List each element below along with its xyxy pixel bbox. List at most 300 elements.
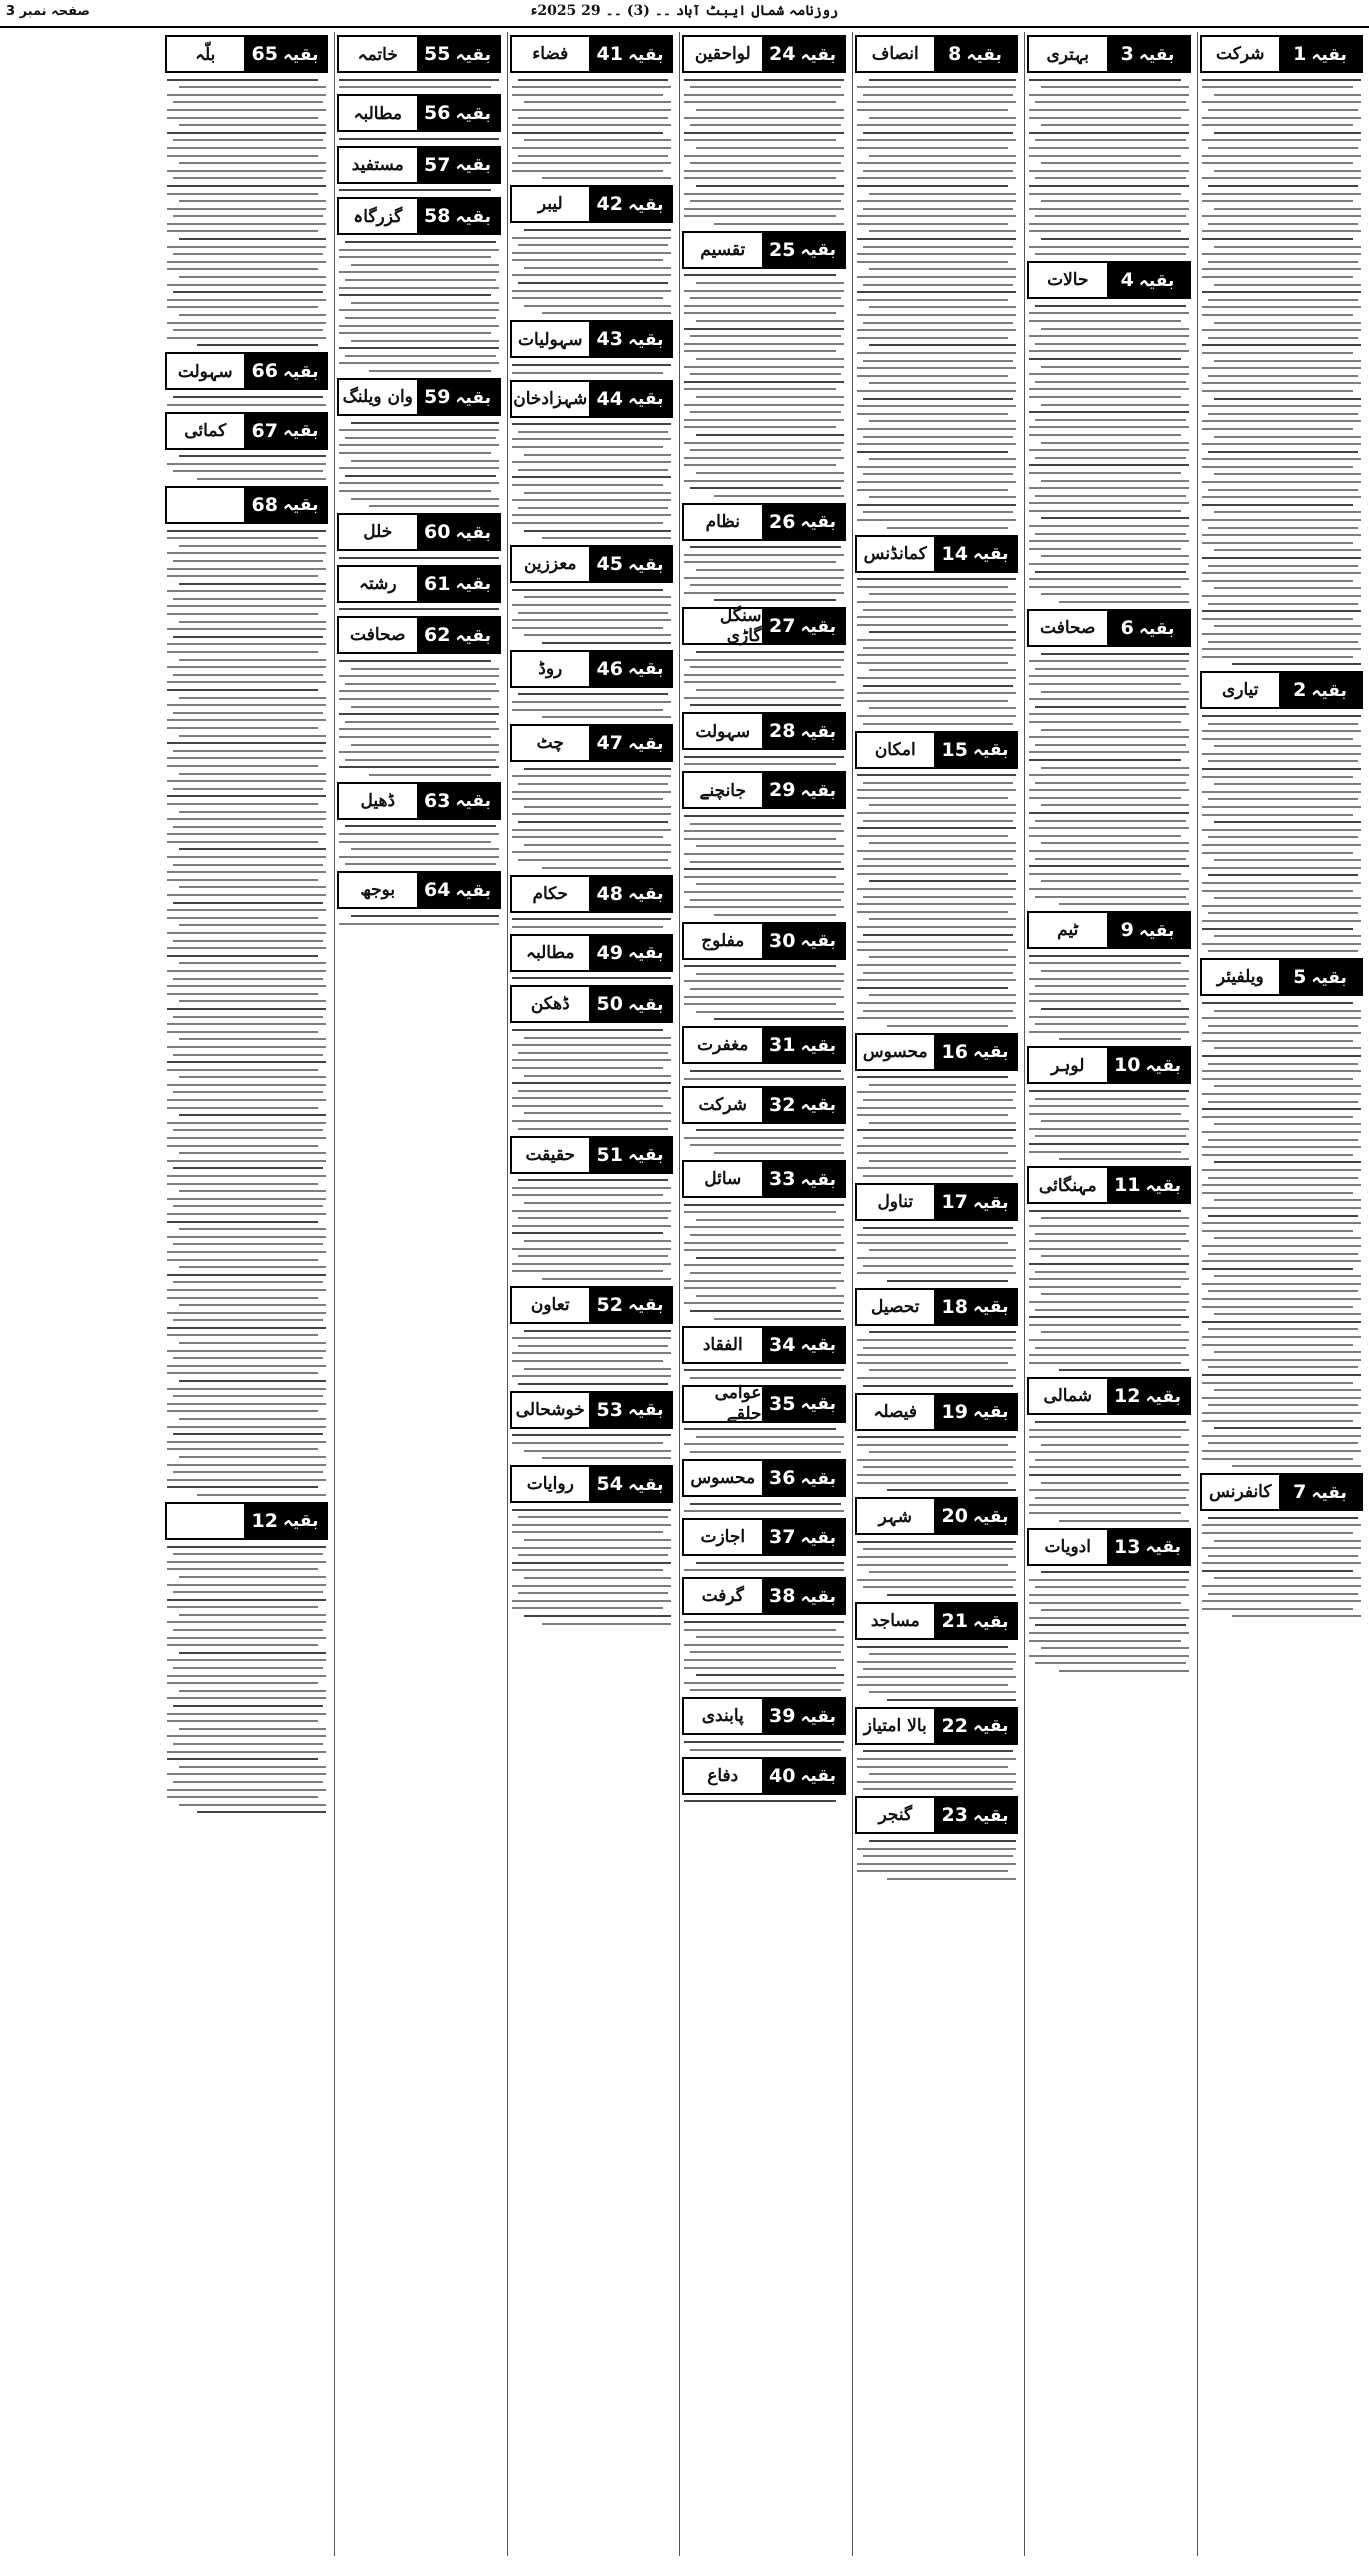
text-line: [512, 522, 664, 524]
continuation-number: 45: [596, 553, 623, 576]
text-line: [1029, 1354, 1189, 1356]
continuation-number: 37: [769, 1526, 796, 1549]
text-line: [167, 727, 319, 729]
text-line: [1029, 1362, 1181, 1364]
text-line: [684, 419, 844, 421]
continuation-header: [1200, 671, 1364, 709]
continuation-label: بقیہ: [800, 1766, 836, 1787]
text-line: [1208, 413, 1359, 415]
text-line: [1041, 442, 1189, 444]
text-line: [696, 472, 844, 474]
continuation-title: لیبر: [512, 187, 590, 221]
text-line: [179, 1076, 327, 1078]
text-line: [1029, 978, 1189, 980]
text-line: [1035, 571, 1186, 573]
continuation-number: 67: [251, 419, 278, 442]
continuation-header: [510, 934, 674, 972]
text-line: [1202, 768, 1362, 770]
text-line: [167, 1720, 319, 1722]
text-line: [167, 1175, 327, 1177]
text-line: [173, 864, 324, 866]
continuation-title: تیاری: [1202, 673, 1280, 707]
text-line: [857, 677, 1017, 679]
text-line: [1029, 835, 1181, 837]
text-line: [684, 681, 836, 683]
text-line: [167, 208, 327, 210]
text-line: [179, 848, 327, 850]
text-line: [1202, 814, 1354, 816]
text-line: [167, 894, 327, 896]
text-line: [173, 1781, 324, 1783]
text-line: [1029, 1512, 1181, 1514]
article-text: [163, 79, 331, 347]
text-line: [1035, 1421, 1186, 1423]
text-line: [1059, 1369, 1189, 1371]
continuation-block: [508, 985, 676, 1129]
continuation-header: [337, 197, 501, 235]
text-line: [167, 1137, 327, 1139]
article-text: [335, 608, 503, 610]
continuation-label: بقیہ: [455, 44, 491, 65]
text-line: [1202, 215, 1362, 217]
continuation-title: کمانڈنس: [857, 537, 935, 571]
text-line: [857, 1474, 1017, 1476]
continuation-tag: [244, 354, 326, 388]
text-line: [351, 264, 499, 266]
text-line: [167, 1479, 327, 1481]
text-line: [1202, 1306, 1354, 1308]
continuation-block: [1025, 1377, 1193, 1521]
continuation-title: صحافت: [1029, 611, 1107, 645]
continuation-block: [853, 1033, 1021, 1177]
continuation-number: 25: [769, 238, 796, 261]
continuation-number: 26: [769, 510, 796, 533]
continuation-tag: [762, 1387, 844, 1421]
continuation-block: [508, 1286, 676, 1385]
text-line: [857, 1684, 1009, 1686]
text-line: [857, 177, 1017, 179]
text-line: [857, 1870, 1009, 1872]
continuation-number: 15: [941, 738, 968, 761]
text-line: [167, 1675, 327, 1677]
text-line: [1202, 117, 1362, 119]
text-line: [173, 101, 324, 103]
text-line: [1202, 1040, 1354, 1042]
text-line: [1029, 774, 1189, 776]
text-line: [518, 117, 669, 119]
text-line: [1041, 480, 1189, 482]
text-line: [345, 355, 496, 357]
text-line: [857, 238, 1017, 240]
article-text: [853, 79, 1021, 529]
continuation-label: بقیہ: [1311, 44, 1347, 65]
text-line: [857, 1848, 1017, 1850]
text-line: [179, 1266, 327, 1268]
text-line: [512, 109, 672, 111]
text-line: [512, 1232, 664, 1234]
text-line: [1214, 897, 1362, 899]
continuation-tag: [1279, 673, 1361, 707]
text-line: [512, 791, 672, 793]
text-line: [696, 1436, 844, 1438]
text-line: [684, 155, 844, 157]
text-line: [1041, 970, 1189, 972]
text-line: [1029, 789, 1189, 791]
text-line: [887, 1025, 1009, 1027]
text-line: [1202, 1562, 1362, 1564]
text-line: [863, 322, 1014, 324]
continuation-number: 61: [424, 572, 451, 595]
text-line: [857, 1002, 1017, 1004]
text-line: [690, 449, 841, 451]
continuation-number: 42: [596, 193, 623, 216]
text-line: [167, 1160, 327, 1162]
text-line: [863, 1750, 1014, 1752]
text-line: [524, 1450, 672, 1452]
continuation-label: بقیہ: [972, 1402, 1009, 1422]
column-6: [334, 32, 503, 2556]
text-line: [173, 396, 324, 398]
text-line: [167, 1561, 327, 1563]
text-line: [1041, 555, 1189, 557]
article-text: [680, 651, 848, 706]
text-line: [167, 1426, 327, 1428]
text-line: [512, 1263, 672, 1265]
text-line: [173, 1743, 324, 1745]
text-line: [512, 1097, 672, 1099]
text-line: [684, 480, 844, 482]
continuation-title: ڈھکن: [512, 987, 590, 1021]
text-line: [173, 1281, 324, 1283]
text-line: [1029, 185, 1189, 187]
text-line: [863, 398, 1014, 400]
text-line: [1029, 1504, 1189, 1506]
text-line: [1029, 1594, 1189, 1596]
continuation-block: [335, 513, 503, 559]
continuation-label: بقیہ: [800, 616, 836, 637]
text-line: [1029, 388, 1189, 390]
text-line: [1029, 698, 1189, 700]
continuation-title: لوہر: [1029, 1048, 1107, 1082]
text-line: [690, 1070, 841, 1072]
text-line: [857, 1339, 1017, 1341]
text-line: [524, 768, 672, 770]
text-line: [512, 775, 672, 777]
continuation-block: [335, 378, 503, 507]
text-line: [684, 1287, 836, 1289]
text-line: [167, 1464, 327, 1466]
text-line: [512, 372, 664, 374]
text-line: [1202, 79, 1362, 81]
article-text: [163, 1546, 331, 1814]
text-line: [1202, 1032, 1362, 1034]
continuation-title: شمالی: [1029, 1379, 1107, 1413]
text-line: [173, 253, 324, 255]
continuation-title: خلل: [339, 515, 417, 549]
text-line: [518, 1179, 669, 1181]
continuation-tag: [1279, 1475, 1361, 1509]
text-line: [1029, 888, 1189, 890]
continuation-tag: [934, 37, 1016, 71]
text-line: [690, 1651, 841, 1653]
text-line: [863, 436, 1014, 438]
text-line: [857, 329, 1017, 331]
continuation-header: [1027, 35, 1191, 73]
text-line: [857, 337, 1009, 339]
text-line: [696, 147, 844, 149]
text-line: [863, 1466, 1014, 1468]
continuation-tag: [417, 515, 499, 549]
text-line: [1029, 147, 1189, 149]
text-line: [1214, 208, 1362, 210]
continuation-number: 57: [424, 153, 451, 176]
text-line: [1029, 1286, 1181, 1288]
text-line: [1029, 472, 1181, 474]
continuation-tag: [589, 1467, 671, 1501]
continuation-tag: [589, 987, 671, 1021]
text-line: [1202, 852, 1354, 854]
text-line: [1208, 1253, 1359, 1255]
text-line: [512, 589, 664, 591]
text-line: [857, 291, 1017, 293]
article-text: [853, 1646, 1021, 1701]
text-line: [345, 721, 496, 723]
text-line: [887, 527, 1009, 529]
text-line: [1202, 1336, 1362, 1338]
article-text: [508, 79, 676, 180]
continuation-number: 22: [941, 1714, 968, 1737]
text-line: [869, 1840, 1017, 1842]
text-line: [524, 596, 672, 598]
continuation-number: 14: [941, 542, 968, 565]
continuation-label: بقیہ: [627, 884, 664, 905]
text-line: [684, 290, 844, 292]
text-line: [863, 1855, 1014, 1857]
text-line: [1029, 373, 1189, 375]
text-line: [863, 1099, 1014, 1101]
text-line: [857, 1781, 1017, 1783]
continuation-title: کمائی: [167, 414, 245, 448]
text-line: [179, 1456, 327, 1458]
text-line: [1214, 1427, 1362, 1429]
text-line: [1202, 428, 1354, 430]
text-line: [173, 788, 324, 790]
text-line: [512, 290, 672, 292]
continuation-block: [335, 565, 503, 611]
continuation-header: [855, 1497, 1019, 1535]
text-line: [512, 476, 672, 478]
text-line: [690, 1234, 841, 1236]
continuation-title: ٹیم: [1029, 913, 1107, 947]
text-line: [512, 709, 664, 711]
continuation-header: [510, 1391, 674, 1429]
continuation-number: 51: [596, 1143, 623, 1166]
text-line: [512, 499, 672, 501]
text-line: [1035, 101, 1186, 103]
text-line: [684, 177, 836, 179]
text-line: [1029, 563, 1189, 565]
text-line: [1214, 360, 1362, 362]
continuation-tag: [762, 609, 844, 643]
text-line: [857, 1257, 1017, 1259]
text-line: [1029, 1617, 1189, 1619]
continuation-header: [337, 35, 501, 73]
text-line: [1232, 1615, 1362, 1617]
continuation-label: بقیہ: [800, 1586, 836, 1607]
continuation-header: [337, 513, 501, 551]
text-line: [690, 297, 841, 299]
continuation-header: [855, 1602, 1019, 1640]
text-line: [173, 1433, 324, 1435]
text-line: [512, 1105, 664, 1107]
article-text: [163, 396, 331, 406]
text-line: [1214, 935, 1362, 937]
text-line: [1208, 147, 1359, 149]
text-line: [857, 101, 1017, 103]
continuation-header: [682, 1160, 846, 1198]
continuation-header: [855, 1707, 1019, 1745]
text-line: [1202, 177, 1362, 179]
text-line: [863, 132, 1014, 134]
text-line: [173, 978, 324, 980]
continuation-label: بقیہ: [972, 1042, 1009, 1063]
text-line: [1202, 1260, 1362, 1262]
text-line: [167, 651, 319, 653]
text-line: [167, 628, 327, 630]
continuation-header: [682, 771, 846, 809]
text-line: [1202, 648, 1362, 650]
text-line: [684, 388, 836, 390]
text-line: [684, 1302, 844, 1304]
text-line: [857, 639, 1017, 641]
continuation-tag: [762, 1579, 844, 1613]
text-line: [684, 830, 844, 832]
text-line: [1029, 1210, 1181, 1212]
text-line: [857, 601, 1017, 603]
text-line: [345, 279, 496, 281]
continuation-label: بقیہ: [455, 574, 491, 595]
text-line: [857, 200, 1017, 202]
text-line: [512, 514, 672, 516]
continuation-block: [163, 35, 331, 346]
text-line: [179, 962, 327, 964]
text-line: [869, 306, 1017, 308]
text-line: [173, 1395, 324, 1397]
text-line: [696, 282, 844, 284]
text-line: [1202, 1154, 1354, 1156]
continuation-number: 21: [941, 1610, 968, 1632]
text-line: [1029, 713, 1189, 715]
continuation-block: [508, 545, 676, 644]
text-line: [179, 1804, 327, 1806]
text-line: [512, 446, 664, 448]
text-line: [179, 1766, 327, 1768]
text-line: [1041, 653, 1189, 655]
text-line: [1208, 527, 1359, 529]
text-line: [512, 1029, 664, 1031]
text-line: [1029, 1451, 1189, 1453]
text-line: [714, 223, 844, 225]
article-text: [335, 189, 503, 191]
continuation-label: بقیہ: [1138, 920, 1175, 941]
text-line: [173, 1205, 324, 1207]
continuation-title: گنجر: [857, 1798, 935, 1832]
text-line: [524, 1037, 672, 1039]
text-line: [857, 949, 1009, 951]
text-line: [339, 841, 491, 843]
text-line: [1029, 1655, 1189, 1657]
text-line: [857, 1107, 1017, 1109]
text-line: [1208, 375, 1359, 377]
text-line: [167, 818, 327, 820]
text-line: [1029, 525, 1189, 527]
text-line: [179, 276, 327, 278]
text-line: [1029, 193, 1181, 195]
text-line: [857, 797, 1009, 799]
text-line: [690, 411, 841, 413]
continuation-number: 60: [424, 521, 451, 544]
text-line: [684, 996, 844, 998]
text-line: [1202, 928, 1354, 930]
text-line: [857, 1091, 1017, 1093]
text-line: [1029, 1263, 1189, 1265]
continuation-header: [510, 35, 674, 73]
text-line: [524, 1330, 672, 1332]
continuation-tag: [934, 537, 1016, 571]
continuation-label: بقیہ: [455, 625, 491, 646]
text-line: [512, 1059, 672, 1061]
continuation-number: 34: [769, 1333, 796, 1356]
text-line: [869, 1249, 1017, 1251]
text-line: [1214, 783, 1362, 785]
text-line: [1029, 94, 1189, 96]
continuation-number: 59: [424, 386, 451, 409]
continuation-label: بقیہ: [1145, 1175, 1181, 1196]
text-line: [167, 1486, 319, 1488]
text-line: [167, 284, 327, 286]
continuation-number: 31: [769, 1034, 796, 1057]
continuation-tag: [244, 37, 326, 71]
continuation-header: [165, 1502, 329, 1540]
text-line: [857, 276, 1017, 278]
continuation-tag: [589, 1393, 671, 1427]
continuation-tag: [417, 873, 499, 907]
text-line: [167, 1388, 327, 1390]
continuation-number: 20: [941, 1505, 968, 1528]
continuation-block: [508, 1136, 676, 1280]
text-line: [690, 1749, 841, 1751]
continuation-tag: [1107, 611, 1189, 645]
text-line: [869, 268, 1017, 270]
text-line: [512, 701, 672, 703]
text-line: [857, 692, 1017, 694]
text-line: [869, 1122, 1017, 1124]
continuation-tag: [1107, 1379, 1189, 1413]
text-line: [863, 858, 1014, 860]
continuation-header: [337, 782, 501, 820]
text-line: [345, 863, 496, 865]
text-line: [684, 274, 836, 276]
continuation-title: مفلوج: [684, 924, 762, 958]
text-line: [179, 621, 327, 623]
article-text: [680, 1741, 848, 1751]
text-line: [696, 689, 844, 691]
text-line: [173, 560, 324, 562]
text-line: [696, 434, 844, 436]
text-line: [1214, 1237, 1362, 1239]
text-line: [1208, 1290, 1359, 1292]
article-text: [508, 1179, 676, 1280]
